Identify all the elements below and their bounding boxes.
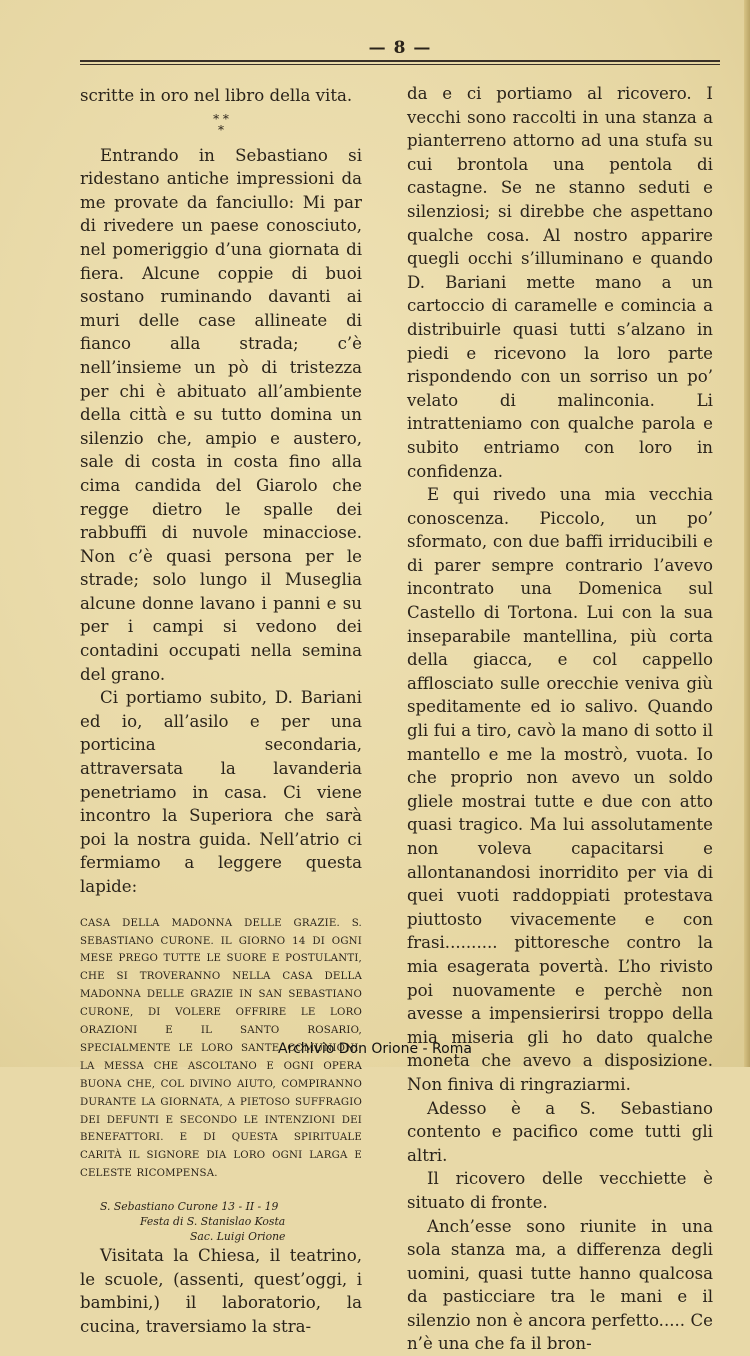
header-rule-thin (80, 64, 720, 65)
plaque-inscription: CASA DELLA MADONNA DELLE GRAZIE. S. SEBASTIANO CURONE. IL GIORNO 14 DI OGNI MESE PREGO TUTTE LE SUORE E POSTULANTI, CHE SI TROVERANNO NELLA CASA DELLA MADONNA DELLE GRAZIE IN SAN SEBASTIANO CURONE, DI VOLERE OFFRIRE LE LORO ORAZIONI E IL SANTO ROSARIO, SPECIALMENTE LE LORO SANTE COMUNIONI, LA MESSA CHE ASCOLTANO E OGNI OPERA BUONA CHE, COL DIVINO AIUTO, COMPIRANNO DURANTE LA GIORNATA, A PIETOSO SUFFRAGIO DEI DEFUNTI E SECONDO LE INTENZIONI DEI BENEFATTORI. E DI QUESTA SPIRITUALE CARITÀ IL SIGNORE DIA LORO OGNI LARGA E CELESTE RICOMPENSA. (80, 915, 362, 1184)
paragraph: Entrando in Sebastiano si ridestano antiche impressioni da me provate da fanciullo: Mi par di rivedere un paese conosciuto, nel pomeriggio d’una giornata di fiera. Alcune coppie di buoi sostano ruminando davanti ai muri delle case allineate di fianco alla strada; c’è nell’insieme un pò di tristezza per chi è abituato all’ambiente della città e su tutto domina un silenzio che, ampio e austero, sale di costa in costa fino alla cima candida del Giarolo che regge dietro le spalle dei rabbuffi di nuvole minacciose. Non c’è quasi persona per le strade; solo lungo il Museglia alcune donne lavano i panni e su per i campi si vedono dei contadini occupati nella semina del grano. (80, 144, 362, 687)
paragraph: Adesso è a S. Sebastiano contento e pacifico come tutti gli altri. (407, 1097, 713, 1168)
page-number: — 8 — (80, 38, 720, 58)
page-edge (744, 0, 750, 1067)
signature-feast: Festa di S. Stanislao Kosta (80, 1214, 362, 1229)
signature-author: Sac. Luigi Orione (80, 1229, 362, 1244)
separator-stars-top: * * (80, 114, 362, 125)
section-separator (80, 114, 362, 136)
right-column (407, 82, 713, 1356)
plaque-signature (80, 1199, 362, 1244)
page-header (80, 38, 720, 68)
header-rule (80, 60, 720, 62)
paragraph: scritte in oro nel libro della vita. (80, 84, 362, 108)
paragraph: Visitata la Chiesa, il teatrino, le scuole, (assenti, quest’oggi, i bambini,) il laboratorio, la cucina, traversiamo la stra- (80, 1244, 362, 1338)
paragraph: da e ci portiamo al ricovero. I vecchi sono raccolti in una stanza a pianterreno attorno ad una stufa su cui brontola una pentola di castagne. Se ne stanno seduti e silenziosi; si direbbe che aspettano qualche cosa. Al nostro apparire quegli occhi s’illuminano e quando D. Bariani mette mano a un cartoccio di caramelle e comincia a distribuirle quasi tutti s’alzano in piedi e ricevono la loro parte rispondendo con un sorriso un po’ velato di malinconia. Li intratteniamo con qualche parola e subito entriamo con loro in confidenza. (407, 82, 713, 483)
paragraph: Anch’esse sono riunite in una sola stanza ma, a differenza degli uomini, quasi tutte hanno qualcosa da pasticciare tra le mani e il silenzio non è ancora perfetto..... Ce n’è una che fa il bron- (407, 1215, 713, 1356)
separator-stars-bottom: * (80, 125, 362, 136)
paragraph: Il ricovero delle vecchiette è situato di fronte. (407, 1167, 713, 1214)
signature-place-date: S. Sebastiano Curone 13 - II - 19 (80, 1199, 362, 1214)
paragraph: Ci portiamo subito, D. Bariani ed io, all’asilo e per una porticina secondaria, attraversata la lavanderia penetriamo in casa. Ci viene incontro la Superiora che sarà poi la nostra guida. Nell’atrio ci fermiamo a leggere questa lapide: (80, 686, 362, 898)
paragraph: E qui rivedo una mia vecchia conoscenza. Piccolo, un po’ sformato, con due baffi irriducibili e di parer sempre contrario l’avevo incontrato una Domenica sul Castello di Tortona. Lui con la sua inseparabile mantellina, più corta della giacca, e col cappello afflosciato sulle orecchie veniva giù speditamente ed io salivo. Quando gli fui a tiro, cavò la mano di sotto il mantello e me la mostrò, vuota. Io che proprio non avevo un soldo gliele mostrai tutte e due con atto quasi tragico. Ma lui assolutamente non voleva capacitarsi e allontanandosi inorridito per via di quei vuoti raddoppiati protestava piuttosto vivacemente e con frasi.......... pittoresche contro la mia esagerata povertà. L’ho rivisto poi nuovamente e perchè non avesse a impensierirsi troppo della mia miseria gli ho dato qualche moneta che avevo a disposizione. Non finiva di ringraziarmi. (407, 483, 713, 1096)
archive-footer: Archivio Don Orione - Roma (0, 1041, 750, 1057)
left-column (80, 84, 362, 1339)
